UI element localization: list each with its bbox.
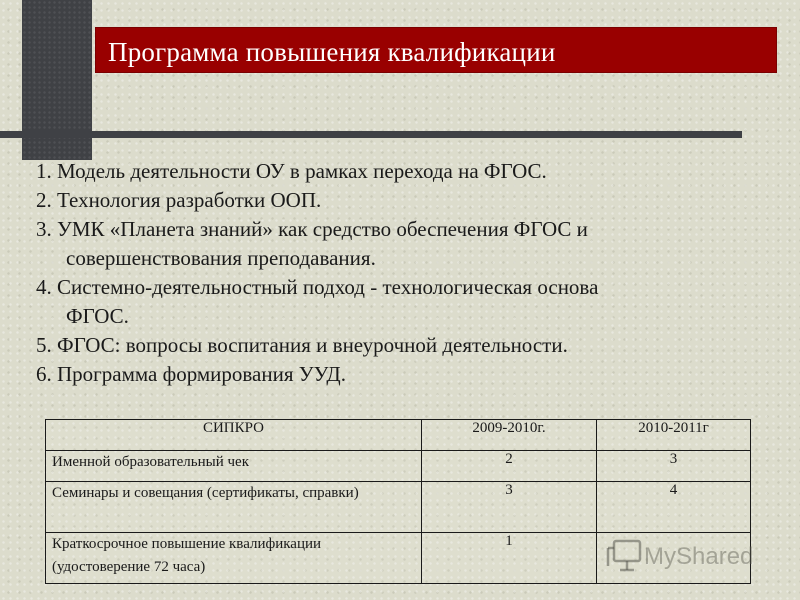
- row-value-2010: 4: [597, 482, 751, 533]
- agenda-item-3-text: 3. УМК «Планета знаний» как средство обеспечения ФГОС и: [36, 217, 588, 241]
- watermark-text: MyShared: [644, 543, 754, 570]
- agenda-item-2-text: 2. Технология разработки ООП.: [36, 188, 322, 212]
- agenda-item-1-text: 1. Модель деятельности ОУ в рамках перехода на ФГОС.: [36, 159, 547, 183]
- agenda-item-2: [36, 186, 766, 215]
- decorative-horizontal-rule: [0, 131, 742, 138]
- table-header-row: [46, 420, 751, 451]
- agenda-item-1: [36, 157, 766, 186]
- agenda-item-5: [36, 331, 766, 360]
- header-cell-2010: 2010-2011г: [597, 420, 751, 451]
- agenda-item-3-continuation: совершенствования преподавания.: [66, 246, 376, 270]
- header-cell-org: СИПКРО: [46, 420, 422, 451]
- agenda-item-6: [36, 360, 766, 389]
- row-label: Именной образовательный чек: [46, 451, 422, 482]
- agenda-item-6-text: 6. Программа формирования УУД.: [36, 362, 346, 386]
- agenda-list: [36, 157, 766, 389]
- agenda-item-4-continuation: ФГОС.: [66, 304, 129, 328]
- presentation-screen-icon: [604, 536, 774, 578]
- row-value-2009: 3: [422, 482, 597, 533]
- myshared-watermark: [604, 536, 774, 578]
- row-value-2009: 1: [422, 533, 597, 584]
- agenda-item-5-text: 5. ФГОС: вопросы воспитания и внеурочной деятельности.: [36, 333, 568, 357]
- title-bar: [95, 27, 777, 73]
- row-label: Семинары и совещания (сертификаты, справки): [46, 482, 422, 533]
- table-row: [46, 482, 751, 533]
- agenda-item-4-text: 4. Системно-деятельностный подход - технологическая основа: [36, 275, 599, 299]
- row-value-2009: 2: [422, 451, 597, 482]
- slide-title: Программа повышения квалификации: [108, 37, 556, 67]
- row-value-2010: 3: [597, 451, 751, 482]
- row-label: Краткосрочное повышение квалификации (удостоверение 72 часа): [46, 533, 422, 584]
- header-cell-2009: 2009-2010г.: [422, 420, 597, 451]
- table-row: [46, 451, 751, 482]
- agenda-item-3: [36, 215, 766, 273]
- agenda-item-4: [36, 273, 766, 331]
